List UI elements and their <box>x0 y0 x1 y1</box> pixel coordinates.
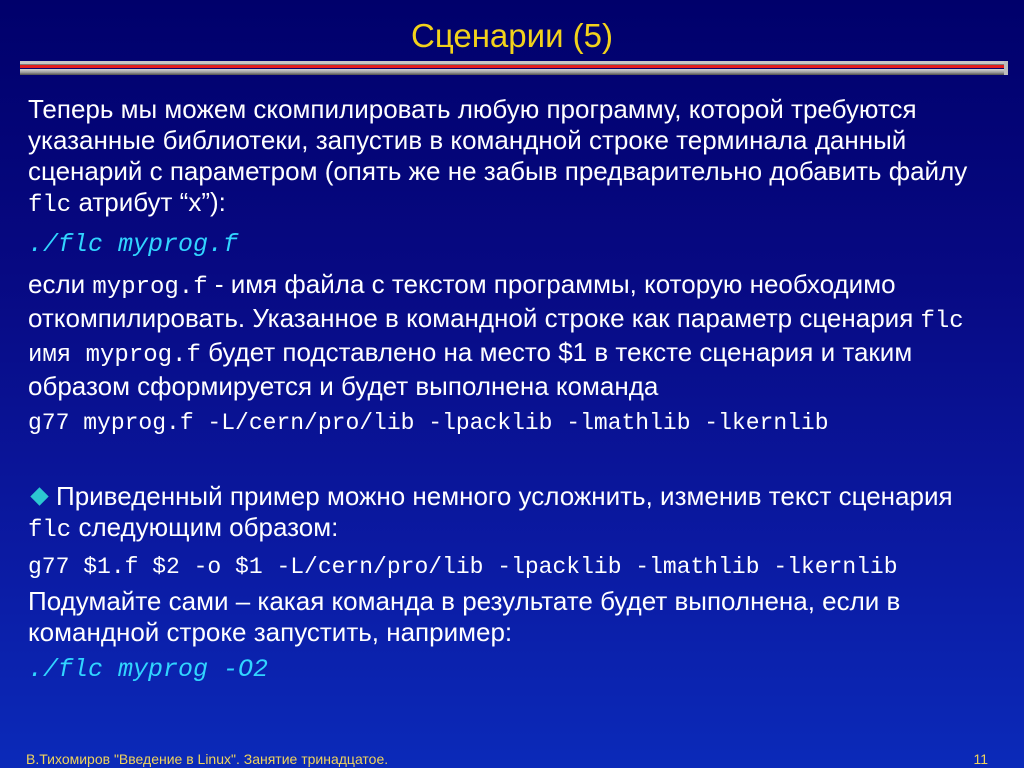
paragraph-explanation-code-name: имя <box>28 342 72 369</box>
footer-author-course: В.Тихомиров "Введение в Linux". Занятие тринадцатое. <box>26 751 389 767</box>
paragraph-intro-text-after: атрибут “x”): <box>71 187 226 217</box>
paragraph-explanation-code-script: flc <box>920 308 964 335</box>
diamond-bullet-icon <box>30 487 48 505</box>
title-underline-top-stripe <box>20 61 1004 64</box>
title-underline-bottom-stripe <box>20 69 1004 75</box>
slide-body <box>28 94 998 686</box>
paragraph-extension <box>28 481 998 546</box>
paragraph-explanation-space-2 <box>71 342 85 369</box>
paragraph-explanation-text-1: - имя файла с текстом программы, которую необходимо откомпилировать. Указанное в командной строке как параметр сценария <box>28 269 921 333</box>
page-title: Сценарии (5) <box>410 17 613 54</box>
paragraph-explanation <box>28 269 998 402</box>
paragraph-explanation-code-file-2: myprog.f <box>85 342 201 369</box>
paragraph-extension-text-after: следующим образом: <box>71 512 339 542</box>
command-compile-basic: g77 myprog.f -L/cern/pro/lib -lpacklib -lmathlib -lkernlib <box>28 410 829 436</box>
paragraph-explanation-text-2: будет подставлено на место $1 в тексте сценария и таким образом сформируется и будет выполнена команда <box>28 337 913 401</box>
command-run-with-option: ./flc myprog -O2 <box>28 655 269 684</box>
footer-page-number: 11 <box>973 751 988 767</box>
title-underline <box>20 61 1006 77</box>
title-underline-red-stripe <box>20 65 1004 68</box>
command-run-example: ./flc myprog.f <box>28 230 239 259</box>
title-underline-end-cap <box>1004 61 1008 75</box>
paragraph-explanation-code-file: myprog.f <box>92 274 208 301</box>
paragraph-intro-code: flc <box>28 192 72 219</box>
paragraph-intro <box>28 94 998 221</box>
paragraph-extension-text-before: Приведенный пример можно немного усложнить, изменив текст сценария <box>56 481 953 511</box>
paragraph-question: Подумайте сами – какая команда в результате будет выполнена, если в командной строке запустить, например: <box>28 586 901 647</box>
paragraph-intro-text-before: Теперь мы можем скомпилировать любую программу, которой требуются указанные библиотеки, запустив в командной строке терминала данный сценарий с параметром (опять же не забыв предварительно добавить файлу <box>28 94 968 186</box>
paragraph-extension-code: flc <box>28 517 72 544</box>
paragraph-explanation-prefix: если <box>28 269 93 299</box>
section-spacer <box>28 439 998 481</box>
command-compile-advanced: g77 $1.f $2 -o $1 -L/cern/pro/lib -lpacklib -lmathlib -lkernlib <box>28 554 898 580</box>
